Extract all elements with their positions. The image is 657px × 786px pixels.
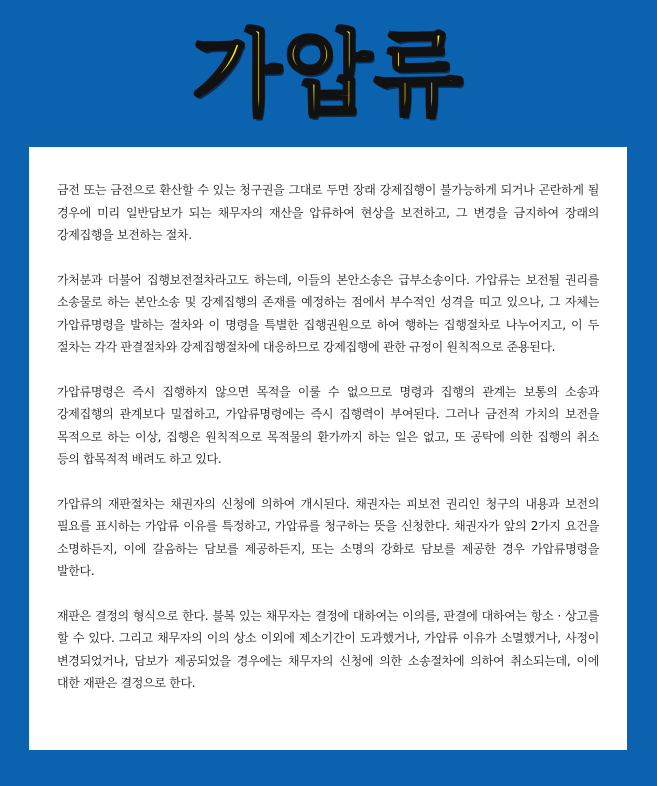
paragraph-nature: 가처분과 더불어 집행보전절차라고도 하는데, 이들의 본안소송은 급부소송이다. 가압류는 보전될 권리를 소송물로 하는 본안소송 및 강제집행의 존재를 예정하는 점에서 부수적인 성격을 띠고 있으나, 그 자체는 가압류명령을 발하는 절차와 이 명령을 특별한 집행권원으로 하여 행하는 집행절차로 나누어지고, 이 두 절차는 각각 판결절차와 강제집행절차에 대응하므로 강제집행에 관한 규정이 원칙적으로 준용된다. — [57, 272, 599, 354]
content-panel — [29, 147, 627, 750]
page-title: 가압류 — [192, 21, 465, 128]
paragraph-definition: 금전 또는 금전으로 환산할 수 있는 청구권을 그대로 두면 장래 강제집행이 불가능하게 되거나 곤란하게 될 경우에 미리 일반담보가 되는 채무자의 재산을 압류하여 현상을 보전하고, 그 변경을 금지하여 장래의 강제집행을 보전하는 절차. — [57, 183, 599, 242]
paragraph-procedure: 가압류의 재판절차는 채권자의 신청에 의하여 개시된다. 채권자는 피보전 권리인 청구의 내용과 보전의 필요를 표시하는 가압류 이유를 특정하고, 가압류를 청구하는 뜻을 신청한다. 채권자가 앞의 2가지 요건을 소명하든지, 이에 갈음하는 담보를 제공하든지, 또는 소명의 강화로 담보를 제공한 경우 가압류명령을 발한다. — [57, 496, 599, 578]
paragraph-ruling: 재판은 결정의 형식으로 한다. 불복 있는 채무자는 결정에 대하여는 이의를, 판결에 대하여는 항소 · 상고를 할 수 있다. 그리고 채무자의 이의 상소 이외에 제소기간이 도과했거나, 가압류 이유가 소멸했거나, 사정이 변경되었거나, 담보가 제공되었을 경우에는 채무자의 신청에 의한 소송절차에 의하여 취소되는데, 이에 대한 재판은 결정으로 한다. — [57, 608, 599, 690]
paragraph-order: 가압류명령은 즉시 집행하지 않으면 목적을 이룰 수 없으므로 명령과 집행의 관계는 보통의 소송과 강제집행의 관계보다 밀접하고, 가압류명령에는 즉시 집행력이 부여된다. 그러나 금전적 가치의 보전을 목적으로 하는 이상, 집행은 원칙적으로 목적물의 환가까지 하는 일은 없고, 또 공탁에 의한 집행의 취소 등의 합목적적 배려도 하고 있다. — [57, 384, 599, 466]
